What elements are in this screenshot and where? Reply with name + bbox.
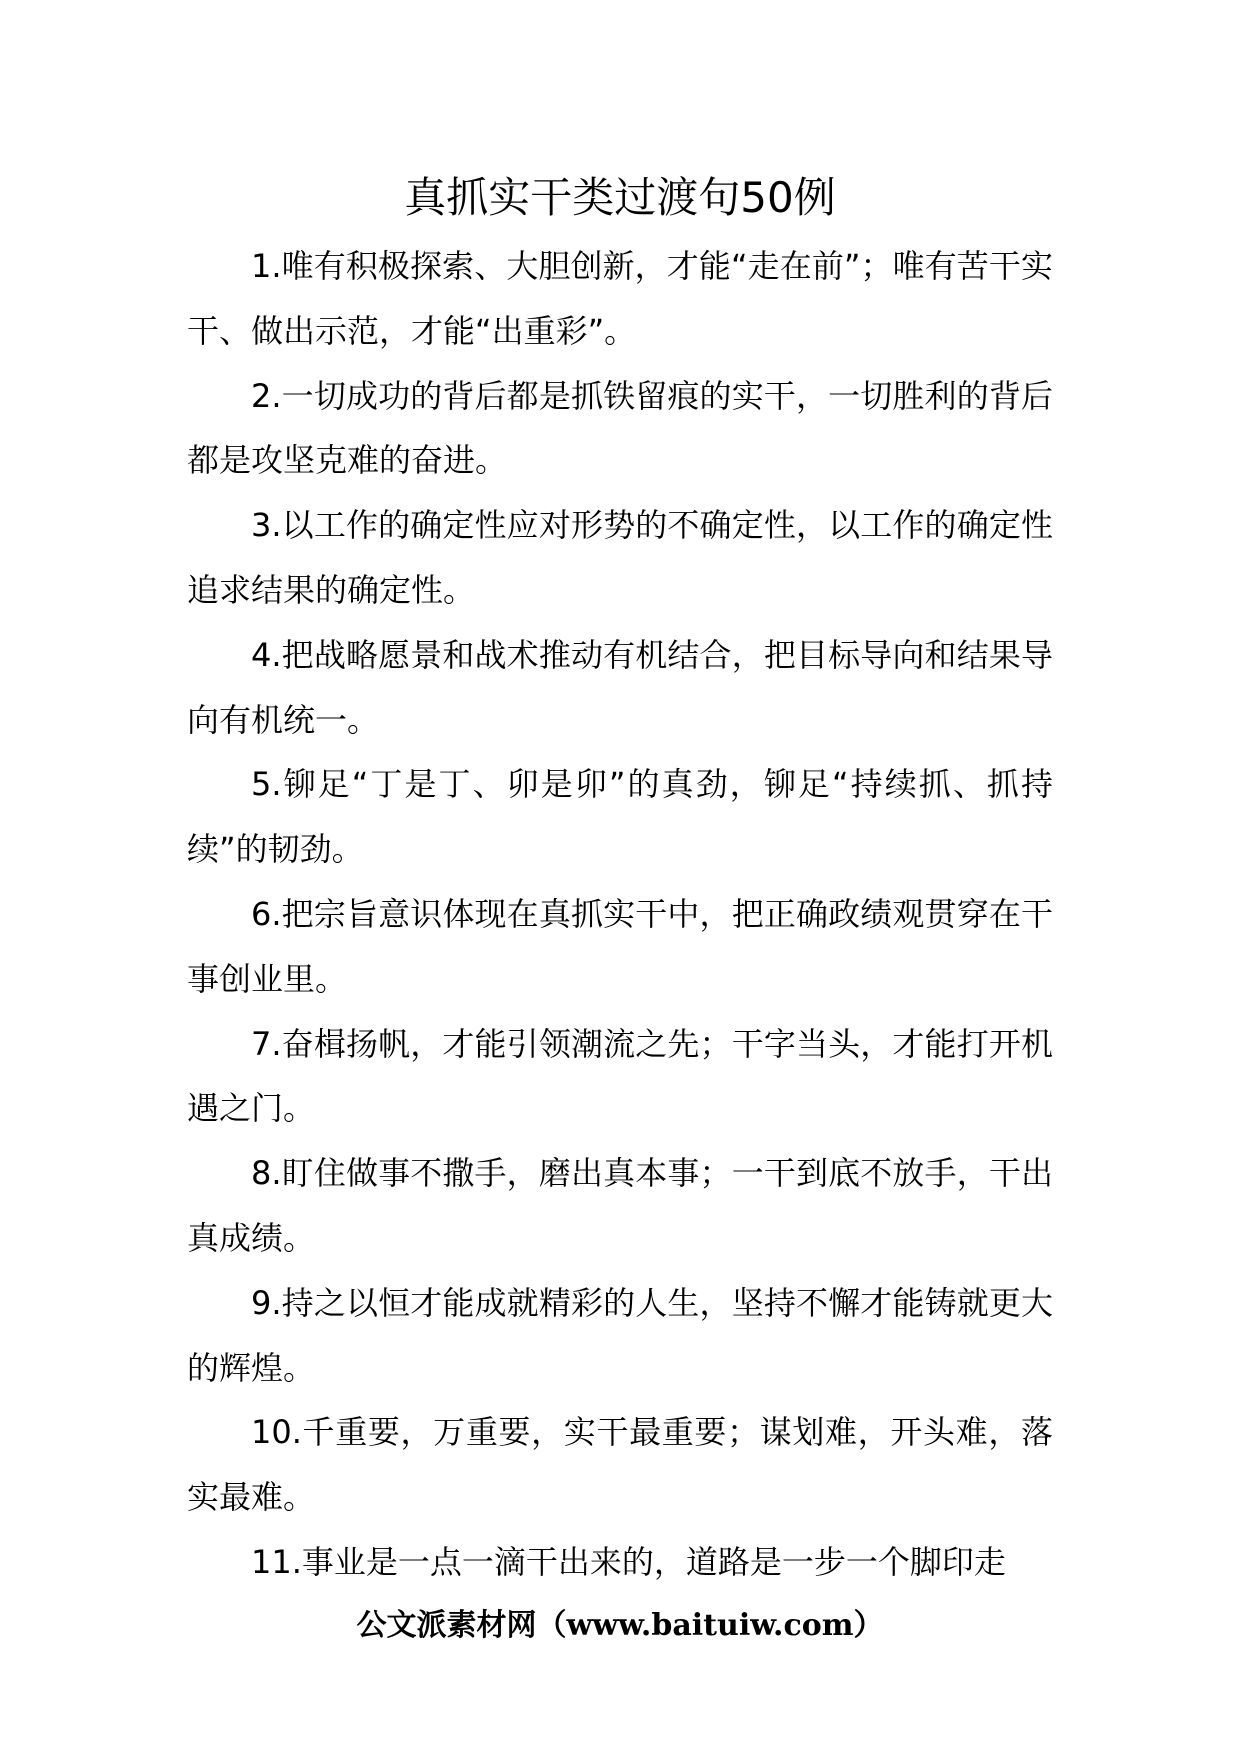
paragraph-11: 11.事业是一点一滴干出来的，道路是一步一个脚印走 bbox=[251, 1542, 1006, 1581]
paragraph-10: 10.千重要，万重要，实干最重要；谋划难，开头难，落实最难。 bbox=[187, 1413, 1053, 1517]
paragraph-3: 3.以工作的确定性应对形势的不确定性，以工作的确定性追求结果的确定性。 bbox=[187, 506, 1053, 609]
paragraph-4: 4.把战略愿景和战术推动有机结合，把目标导向和结果导向有机统一。 bbox=[187, 635, 1053, 739]
paragraph-7: 7.奋楫扬帆，才能引领潮流之先；干字当头，才能打开机遇之门。 bbox=[187, 1024, 1053, 1128]
paragraph-2: 2.一切成功的背后都是抓铁留痕的实干，一切胜利的背后都是攻坚克难的奋进。 bbox=[187, 376, 1053, 480]
document-body bbox=[187, 234, 1053, 1595]
paragraph-9: 9.持之以恒才能成就精彩的人生，坚持不懈才能铸就更大的辉煌。 bbox=[187, 1283, 1053, 1387]
paragraph-1: 1.唯有积极探索、大胆创新，才能“走在前”；唯有苦干实干、做出示范，才能“出重彩”。 bbox=[187, 247, 1053, 350]
paragraph-8: 8.盯住做事不撒手，磨出真本事；一干到底不放手，干出真成绩。 bbox=[187, 1154, 1053, 1257]
document-title: 真抓实干类过渡句50例 bbox=[404, 173, 836, 222]
paragraph-6: 6.把宗旨意识体现在真抓实干中，把正确政绩观贯穿在干事创业里。 bbox=[187, 894, 1053, 998]
paragraph-5: 5.铆足“丁是丁、卯是卯”的真劲，铆足“持续抓、抓持续”的韧劲。 bbox=[187, 765, 1053, 869]
page-footer: 公文派素材网（www.baituiw.com） bbox=[356, 1608, 884, 1643]
